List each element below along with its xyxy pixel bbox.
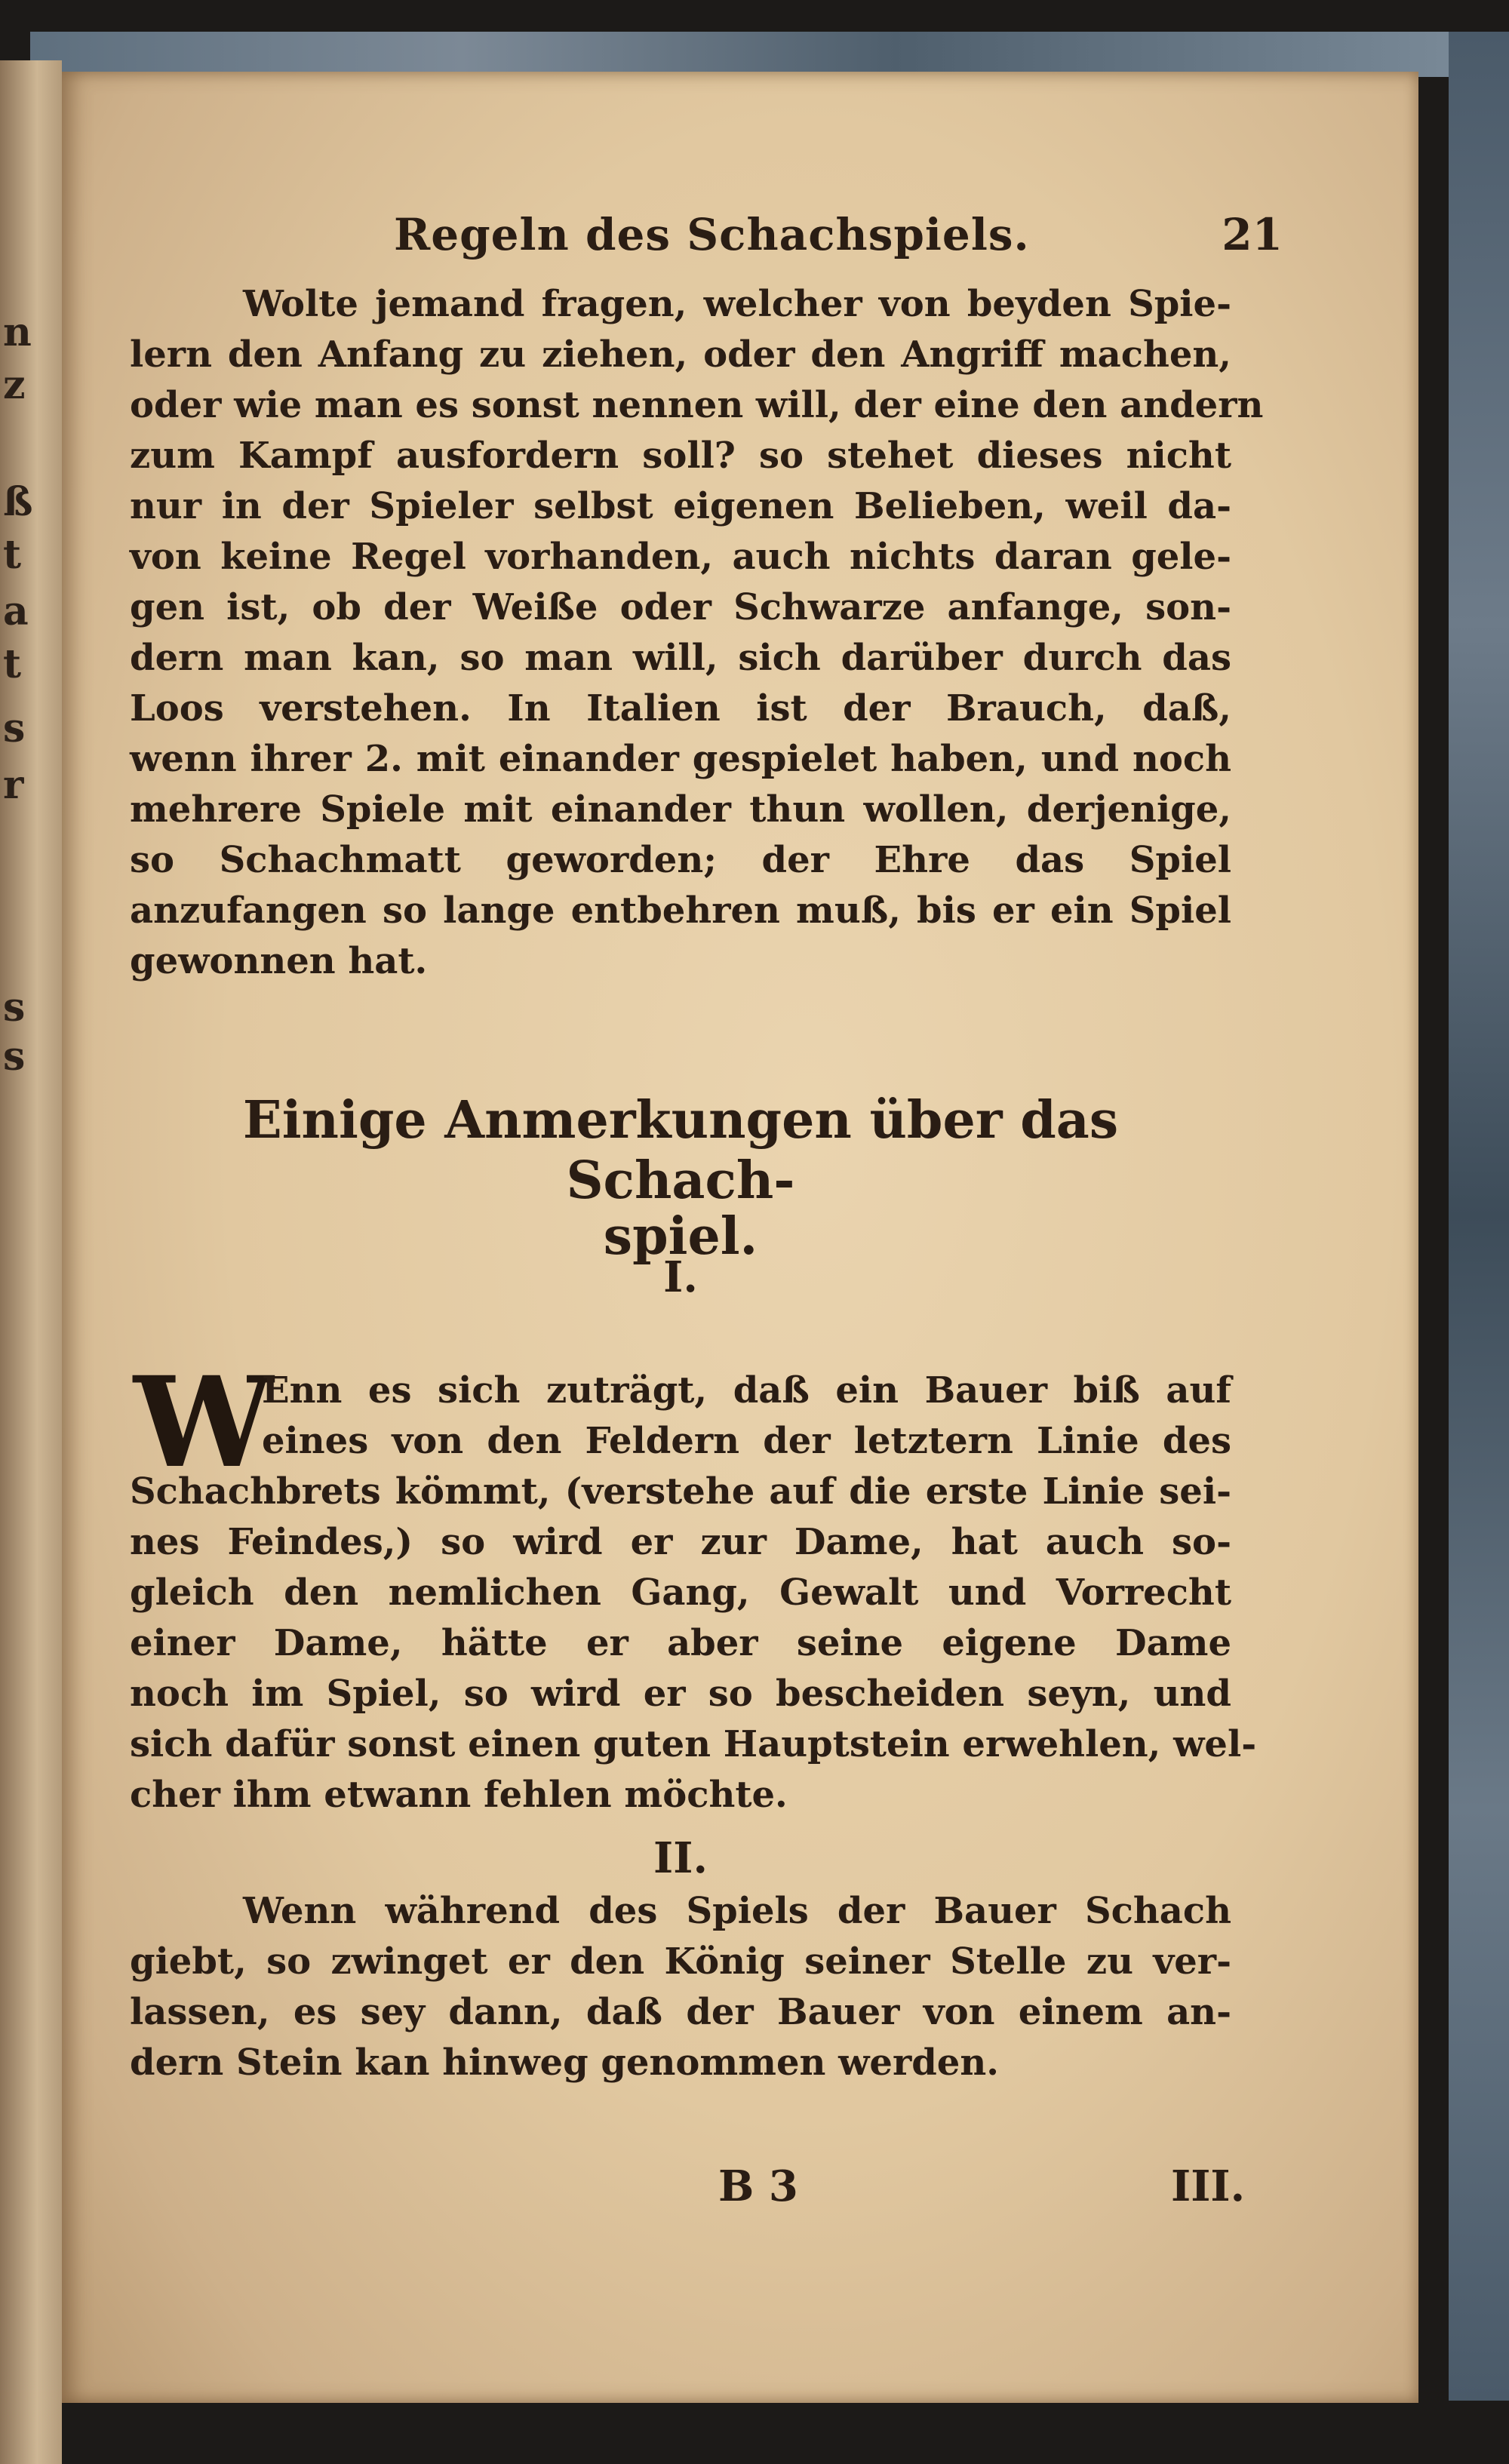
- section-heading-line: spiel.: [603, 1206, 758, 1267]
- facing-page-letter: r: [3, 762, 24, 808]
- text-line: mehrere Spiele mit einander thun wollen, derjenige,: [130, 788, 1231, 831]
- remark-1-text: [130, 1366, 1257, 1820]
- facing-page-letter: s: [3, 1034, 26, 1080]
- facing-page-letter: t: [3, 532, 22, 578]
- text-line: Wolte jemand fragen, welcher von beyden Spie-: [243, 283, 1231, 325]
- text-line: lern den Anfang zu ziehen, oder den Angriff machen,: [130, 333, 1231, 376]
- text-line: sich dafür sonst einen guten Hauptstein erwehlen, wel-: [130, 1723, 1257, 1765]
- text-line: Wenn während des Spiels der Bauer Schach: [243, 1890, 1231, 1932]
- signature-mark: B 3: [718, 2161, 798, 2211]
- text-line: nes Feindes,) so wird er zur Dame, hat auch so-: [130, 1521, 1231, 1563]
- text-line: gen ist, ob der Weiße oder Schwarze anfange, son-: [130, 586, 1231, 628]
- catchword: III.: [1171, 2161, 1246, 2211]
- drop-cap: W: [134, 1349, 274, 1495]
- text-line: so Schachmatt geworden; der Ehre das Spiel: [130, 839, 1231, 881]
- text-line: einer Dame, hätte er aber seine eigene Dame: [130, 1622, 1231, 1664]
- text-line: oder wie man es sonst nennen will, der eine den andern: [130, 384, 1264, 426]
- facing-page-letter: ß: [3, 479, 33, 525]
- facing-page-letter: s: [3, 985, 26, 1031]
- text-line: zum Kampf ausfordern soll? so stehet dieses nicht: [130, 435, 1231, 477]
- text-line: noch im Spiel, so wird er so bescheiden seyn, und: [130, 1673, 1231, 1715]
- text-line: gleich den nemlichen Gang, Gewalt und Vorrecht: [130, 1571, 1231, 1614]
- remark-number-1: I.: [663, 1252, 698, 1302]
- section-heading-line: Einige Anmerkungen über das Schach-: [242, 1090, 1119, 1211]
- text-line: Loos verstehen. In Italien ist der Brauch, daß,: [130, 687, 1231, 730]
- paragraph-first-player: [130, 279, 1264, 987]
- text-line: von keine Regel vorhanden, auch nichts daran gele-: [130, 536, 1231, 578]
- facing-page-letter: t: [3, 641, 22, 687]
- text-line: anzufangen so lange entbehren muß, bis er ein Spiel: [130, 889, 1231, 932]
- text-line: wenn ihrer 2. mit einander gespielet haben, und noch: [130, 738, 1231, 780]
- text-line: dern Stein kan hinweg genommen werden.: [130, 2042, 999, 2084]
- text-line: lassen, es sey dann, daß der Bauer von einem an-: [130, 1991, 1231, 2033]
- text-line: Enn es sich zuträgt, daß ein Bauer biß auf: [262, 1369, 1231, 1412]
- facing-page-letter: n: [3, 309, 32, 355]
- running-title: Regeln des Schachspiels.: [394, 209, 1030, 260]
- text-line: dern man kan, so man will, sich darüber durch das: [130, 637, 1231, 679]
- facing-page-letter: z: [3, 362, 26, 408]
- text-line: eines von den Feldern der letztern Linie des: [262, 1420, 1231, 1462]
- remark-number-2: II.: [653, 1833, 708, 1883]
- section-heading: [130, 1090, 1231, 1267]
- facing-page-letter: s: [3, 705, 26, 751]
- book-cover-edge-top: [30, 32, 1471, 77]
- facing-page-letter: a: [3, 588, 29, 634]
- text-line: cher ihm etwann fehlen möchte.: [130, 1774, 788, 1816]
- book-page: [62, 72, 1418, 2403]
- text-line: gewonnen hat.: [130, 940, 428, 982]
- page-number: 21: [1222, 209, 1283, 260]
- page-header: [341, 209, 1283, 277]
- facing-page-edge: [0, 60, 62, 2464]
- remark-2-text: [130, 1886, 1231, 2088]
- text-line: nur in der Spieler selbst eigenen Belieben, weil da-: [130, 485, 1231, 527]
- book-cover-edge-right: [1449, 32, 1509, 2401]
- text-line: Schachbrets kömmt, (verstehe auf die erste Linie sei-: [130, 1470, 1231, 1513]
- text-line: giebt, so zwinget er den König seiner Stelle zu ver-: [130, 1940, 1231, 1983]
